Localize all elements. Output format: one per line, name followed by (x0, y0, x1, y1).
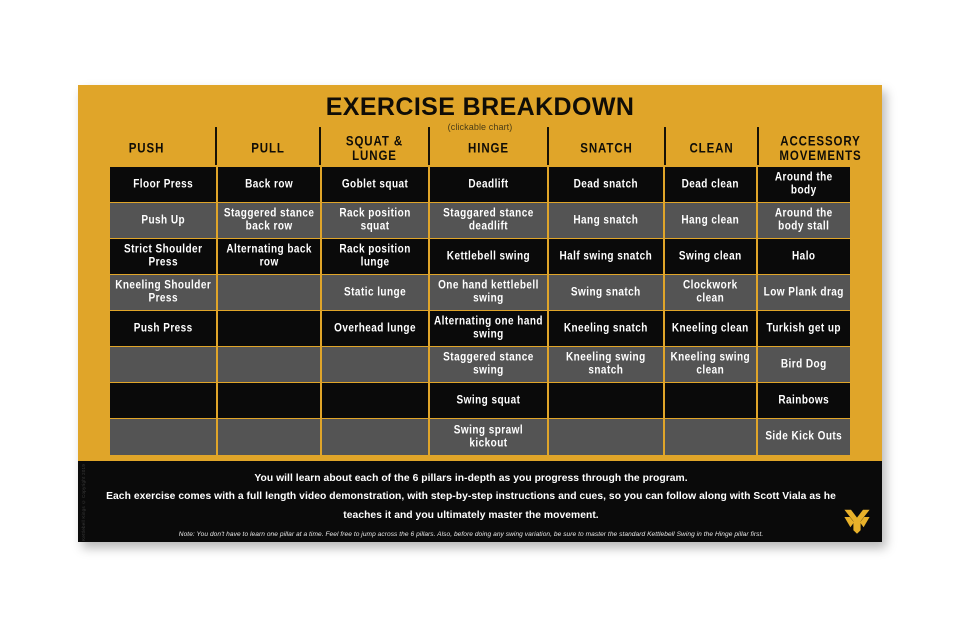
column-header-push[interactable]: PUSH (78, 127, 217, 171)
exercise-label: Around the body stall (774, 207, 833, 234)
kettlebell-kings-logo-icon (842, 505, 872, 535)
exercise-column-pull (218, 167, 321, 455)
footer-line-1: You will learn about each of the 6 pillars in-depth as you progress through the program. (254, 473, 688, 484)
exercise-column-clean (665, 167, 758, 455)
exercise-label: Push Press (133, 321, 193, 335)
exercise-cell-empty (218, 311, 319, 347)
exercise-label: Kettlebell swing (446, 249, 531, 263)
exercise-label: Alternating back row (226, 243, 312, 270)
exercise-label: Kneeling Shoulder Press (115, 279, 212, 306)
exercise-cell-empty (322, 419, 428, 455)
exercise-cell[interactable] (430, 311, 546, 347)
exercise-cell[interactable] (110, 167, 216, 203)
exercise-column-squat-lunge (322, 167, 430, 455)
exercise-cell[interactable] (549, 203, 663, 239)
vertical-copyright: Kettlebell Kings © Copyright 2019 (81, 464, 86, 541)
exercise-label: Static lunge (344, 285, 407, 299)
title-block (78, 85, 882, 132)
column-header-clean[interactable]: CLEAN (666, 127, 759, 171)
exercise-label: Kneeling clean (671, 321, 749, 335)
exercise-cell-empty (322, 383, 428, 419)
exercise-label: Kneeling swing snatch (566, 351, 646, 378)
exercise-label: Side Kick Outs (765, 430, 843, 444)
exercise-column-push (110, 167, 218, 455)
exercise-cell-empty (110, 383, 216, 419)
exercise-label: Dead snatch (573, 177, 639, 191)
exercise-cell[interactable] (218, 239, 319, 275)
exercise-label: Staggered stance back row (223, 207, 315, 234)
exercise-breakdown-poster (78, 85, 882, 542)
exercise-cell[interactable] (110, 239, 216, 275)
exercise-label: Turkish get up (766, 321, 841, 335)
exercise-cell[interactable] (665, 347, 756, 383)
exercise-label: Rack position squat (339, 207, 411, 234)
exercise-label: Swing snatch (570, 285, 641, 299)
exercise-column-accessory-movements (758, 167, 850, 455)
exercise-label: Swing sprawl kickout (453, 423, 524, 451)
exercise-cell[interactable] (430, 203, 546, 239)
exercise-label: Back row (245, 177, 294, 191)
exercise-cell[interactable] (665, 167, 756, 203)
exercise-cell[interactable] (758, 239, 850, 275)
exercise-cell[interactable] (322, 203, 428, 239)
exercise-label: Half swing snatch (559, 249, 653, 263)
footer-note: Note: You don't have to learn one pillar at a time. Feel free to jump across the 6 pillars. Also, before doing any swing variation, be sure to master the standard Kettlebell Swing in the Hinge pillar first. (178, 530, 764, 538)
page-subtitle: (clickable chart) (447, 122, 513, 133)
exercise-cell[interactable] (758, 419, 850, 455)
exercise-cell[interactable] (665, 275, 756, 311)
exercise-label: Bird Dog (780, 357, 827, 371)
exercise-label: Kneeling snatch (563, 321, 648, 335)
exercise-cell[interactable] (758, 275, 850, 311)
exercise-cell[interactable] (322, 239, 428, 275)
exercise-cell-empty (218, 383, 319, 419)
exercise-label: Halo (792, 249, 816, 263)
footer-bar (78, 458, 882, 542)
exercise-column-snatch (549, 167, 665, 455)
exercise-cell-empty (110, 419, 216, 455)
exercise-label: Strict Shoulder Press (123, 243, 203, 270)
exercise-cell[interactable] (665, 203, 756, 239)
exercise-label: Clockwork clean (682, 279, 738, 306)
exercise-cell[interactable] (758, 347, 850, 383)
exercise-cell-empty (218, 347, 319, 383)
exercise-label: One hand kettlebell swing (438, 279, 539, 306)
column-header-pull[interactable]: PULL (217, 127, 321, 171)
exercise-label: Staggered stance swing (443, 351, 534, 378)
exercise-cell-empty (665, 419, 756, 455)
column-header-accessory-movements[interactable]: ACCESSORY MOVEMENTS (779, 133, 862, 164)
exercise-label: Deadlift (468, 177, 509, 191)
exercise-cell[interactable] (758, 383, 850, 419)
exercise-cell[interactable] (430, 347, 546, 383)
exercise-cell[interactable] (665, 239, 756, 275)
footer-text-block (78, 461, 882, 539)
exercise-cell-empty (549, 383, 663, 419)
column-header-snatch[interactable]: SNATCH (549, 127, 666, 171)
exercise-cell[interactable] (549, 275, 663, 311)
exercise-label: Push Up (141, 213, 186, 227)
exercise-cell[interactable] (322, 275, 428, 311)
exercise-grid-wrapper (108, 165, 852, 458)
exercise-cell-empty (549, 419, 663, 455)
exercise-label: Hang clean (681, 213, 740, 227)
exercise-cell-empty (665, 383, 756, 419)
exercise-cell[interactable] (758, 203, 850, 239)
exercise-label: Staggared stance deadlift (443, 207, 534, 234)
exercise-cell[interactable] (110, 203, 216, 239)
column-header-row (78, 131, 882, 167)
exercise-label: Rainbows (778, 393, 830, 407)
exercise-label: Swing clean (678, 249, 742, 263)
exercise-label: Swing squat (456, 393, 521, 407)
exercise-cell[interactable] (322, 167, 428, 203)
exercise-cell[interactable] (549, 347, 663, 383)
exercise-cell[interactable] (758, 311, 850, 347)
exercise-label: Floor Press (133, 177, 194, 191)
exercise-cell[interactable] (758, 167, 850, 203)
exercise-cell[interactable] (549, 311, 663, 347)
page-title: EXERCISE BREAKDOWN (325, 93, 635, 121)
exercise-cell[interactable] (549, 239, 663, 275)
exercise-cell[interactable] (322, 311, 428, 347)
exercise-label: Kneeling swing clean (670, 351, 751, 378)
exercise-cell-empty (218, 275, 319, 311)
exercise-cell[interactable] (110, 311, 216, 347)
exercise-cell-empty (218, 419, 319, 455)
exercise-cell-empty (322, 347, 428, 383)
column-header-squat-lunge[interactable]: SQUAT & LUNGE (321, 127, 430, 171)
exercise-cell[interactable] (110, 275, 216, 311)
exercise-cell[interactable] (430, 383, 546, 419)
footer-line-2: Each exercise comes with a full length video demonstration, with step-by-step instructions and cues, so you can follow along with Scott Viala as he teaches it and you ultimately master the movement. (106, 491, 836, 521)
exercise-label: Low Plank drag (763, 285, 844, 299)
exercise-label: Goblet squat (341, 177, 409, 191)
exercise-cell-empty (110, 347, 216, 383)
exercise-label: Alternating one hand swing (433, 315, 543, 342)
exercise-cell[interactable] (665, 311, 756, 347)
exercise-cell[interactable] (430, 419, 546, 455)
exercise-cell[interactable] (430, 239, 546, 275)
exercise-cell[interactable] (218, 203, 319, 239)
exercise-label: Dead clean (681, 177, 739, 191)
exercise-label: Overhead lunge (334, 321, 417, 335)
exercise-column-hinge (430, 167, 548, 455)
exercise-label: Hang snatch (573, 213, 639, 227)
exercise-grid (110, 167, 850, 455)
exercise-cell[interactable] (430, 167, 546, 203)
exercise-cell[interactable] (549, 167, 663, 203)
exercise-cell[interactable] (430, 275, 546, 311)
exercise-cell[interactable] (218, 167, 319, 203)
column-header-hinge[interactable]: HINGE (430, 127, 549, 171)
exercise-label: Around the body (774, 171, 833, 198)
exercise-label: Rack position lunge (339, 243, 411, 270)
